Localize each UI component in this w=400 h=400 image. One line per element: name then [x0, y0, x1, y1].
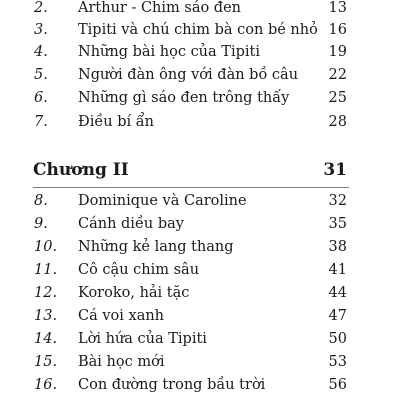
chapter-page: 31: [323, 160, 347, 180]
entry-page: 44: [328, 285, 347, 301]
entry-title: Cánh diều bay: [78, 216, 184, 232]
entry-number: 9.: [34, 216, 48, 232]
entry-title: Người đàn ông với đàn bồ câu: [78, 67, 299, 83]
entry-page: 28: [328, 114, 347, 130]
toc-entry: [0, 328, 400, 350]
toc-entry: [0, 236, 400, 258]
entry-page: 19: [328, 44, 347, 60]
entry-title: Dominique và Caroline: [78, 193, 247, 209]
entry-title: Koroko, hải tặc: [78, 285, 190, 301]
entry-number: 11.: [34, 262, 58, 278]
entry-page: 53: [328, 354, 347, 370]
toc-entry: [0, 111, 400, 133]
toc-entry: [0, 19, 400, 41]
chapter-heading: [0, 158, 400, 182]
toc-entry: [0, 213, 400, 235]
entry-number: 6.: [34, 90, 48, 106]
entry-number: 10.: [34, 239, 58, 255]
entry-page: 16: [328, 22, 347, 38]
entry-page: 35: [328, 216, 347, 232]
entry-page: 32: [328, 193, 347, 209]
entry-number: 7.: [34, 114, 48, 130]
entry-title: Những gì sáo đen trông thấy: [78, 90, 290, 106]
chapter-divider: [33, 187, 349, 188]
entry-title: Bài học mới: [78, 354, 165, 370]
toc-entry: [0, 259, 400, 281]
entry-page: 56: [328, 377, 347, 393]
entry-title: Cá voi xanh: [78, 308, 165, 324]
entry-title: Con đường trong bầu trời: [78, 377, 266, 393]
toc-entry: [0, 87, 400, 109]
entry-page: 25: [328, 90, 347, 106]
entry-title: Lời hứa của Tipiti: [78, 331, 207, 347]
toc-entry: [0, 0, 400, 19]
entry-number: 5.: [34, 67, 48, 83]
entry-title: Những bài học của Tipiti: [78, 44, 260, 60]
entry-number: 13.: [34, 308, 58, 324]
entry-page: 38: [328, 239, 347, 255]
entry-page: 41: [328, 262, 347, 278]
entry-page: 22: [328, 67, 347, 83]
entry-number: 8.: [34, 193, 48, 209]
entry-title: Những kẻ lang thang: [78, 239, 234, 255]
toc-entry: [0, 64, 400, 86]
toc-entry: [0, 351, 400, 373]
entry-number: 12.: [34, 285, 58, 301]
toc-entry: [0, 41, 400, 63]
entry-number: 4.: [34, 44, 48, 60]
entry-number: 3.: [34, 22, 48, 38]
entry-page: 50: [328, 331, 347, 347]
entry-title: Arthur - Chim sáo đen: [78, 0, 242, 16]
entry-number: 2.: [34, 0, 48, 16]
entry-title: Cô cậu chim sâu: [78, 262, 200, 278]
entry-title: Tipiti và chú chim bà con bé nhỏ: [78, 22, 318, 38]
entry-number: 16.: [34, 377, 58, 393]
entry-number: 14.: [34, 331, 58, 347]
toc-entry: [0, 282, 400, 304]
chapter-title: Chương II: [33, 160, 129, 180]
toc-entry: [0, 305, 400, 327]
entry-title: Điều bí ẩn: [78, 114, 154, 130]
entry-page: 47: [328, 308, 347, 324]
toc-entry: [0, 190, 400, 212]
entry-page: 13: [328, 0, 347, 16]
entry-number: 15.: [34, 354, 58, 370]
toc-entry: [0, 374, 400, 396]
